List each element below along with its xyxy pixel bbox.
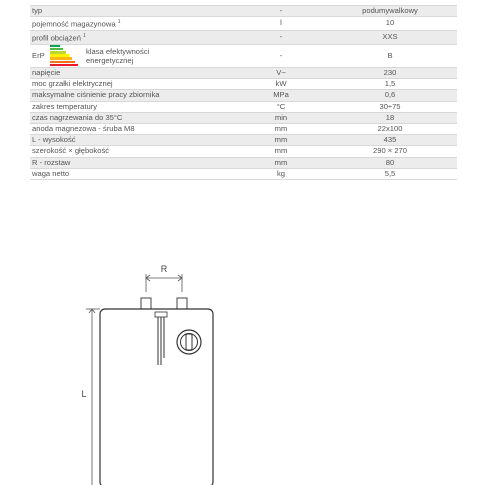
spec-table (30, 5, 457, 180)
row-name: czas nagrzewania do 35°C (30, 112, 239, 123)
row-unit: min (239, 112, 323, 123)
table-row (30, 17, 457, 31)
row-name: R - rozstaw (30, 157, 239, 168)
footnote-mark: 1 (83, 32, 86, 39)
row-value: 18 (323, 112, 457, 123)
row-unit: - (239, 44, 323, 67)
row-value: 80 (323, 157, 457, 168)
table-row (30, 157, 457, 168)
row-unit: - (239, 6, 323, 17)
row-name: profil obciążeń (32, 33, 81, 43)
label-r: R (160, 264, 168, 274)
row-name: napięcie (30, 67, 239, 78)
row-value: B (323, 44, 457, 67)
row-unit: kW (239, 79, 323, 90)
row-value: 30÷75 (323, 101, 457, 112)
row-unit: l (239, 17, 323, 31)
erp-text-line2: energetycznej (86, 55, 134, 65)
label-l: L (81, 389, 87, 399)
l-dimension (86, 309, 100, 485)
row-name: typ (30, 6, 239, 17)
row-name: anoda magnezowa - śruba M8 (30, 124, 239, 135)
table-row (30, 6, 457, 17)
table-row (30, 67, 457, 78)
row-unit: mm (239, 146, 323, 157)
r-dimension (146, 274, 182, 292)
row-unit: kg (239, 168, 323, 179)
cable-clip (155, 312, 167, 317)
row-value: 1,5 (323, 79, 457, 90)
row-value: 290 × 270 (323, 146, 457, 157)
row-value: 5,5 (323, 168, 457, 179)
row-name: waga netto (30, 168, 239, 179)
row-unit: mm (239, 157, 323, 168)
thermostat-knob-icon (177, 330, 201, 354)
row-name: maksymalne ciśnienie pracy zbiornika (30, 90, 239, 101)
table-row (30, 135, 457, 146)
table-row (30, 168, 457, 179)
row-name: zakres temperatury (30, 101, 239, 112)
table-row (30, 90, 457, 101)
row-value: 10 (323, 17, 457, 31)
energy-bar (50, 64, 78, 67)
table-row (30, 30, 457, 44)
row-name: moc grzałki elektrycznej (30, 79, 239, 90)
erp-label: ErP (32, 50, 45, 60)
pipe-right (177, 298, 187, 310)
table-row (30, 79, 457, 90)
row-value: 22x100 (323, 124, 457, 135)
row-value: XXS (323, 30, 457, 44)
row-unit: - (239, 30, 323, 44)
row-value: 230 (323, 67, 457, 78)
row-value: 0,6 (323, 90, 457, 101)
pipe-left (141, 298, 151, 310)
table-row-erp (30, 44, 457, 67)
energy-scale-icon (50, 45, 78, 67)
table-row (30, 146, 457, 157)
row-unit: MPa (239, 90, 323, 101)
table-row (30, 101, 457, 112)
row-unit: mm (239, 124, 323, 135)
table-row (30, 124, 457, 135)
row-unit: °C (239, 101, 323, 112)
row-value: 435 (323, 135, 457, 146)
heater-drawing (0, 230, 485, 485)
row-unit: mm (239, 135, 323, 146)
row-value: podumywalkowy (323, 6, 457, 17)
row-name: L - wysokość (30, 135, 239, 146)
erp-text-line1: klasa efektywności (86, 46, 150, 56)
row-unit: V~ (239, 67, 323, 78)
row-name: szerokość × głębokość (30, 146, 239, 157)
row-name: pojemność magazynowa (32, 19, 116, 29)
footnote-mark: 1 (117, 19, 121, 26)
table-row (30, 112, 457, 123)
